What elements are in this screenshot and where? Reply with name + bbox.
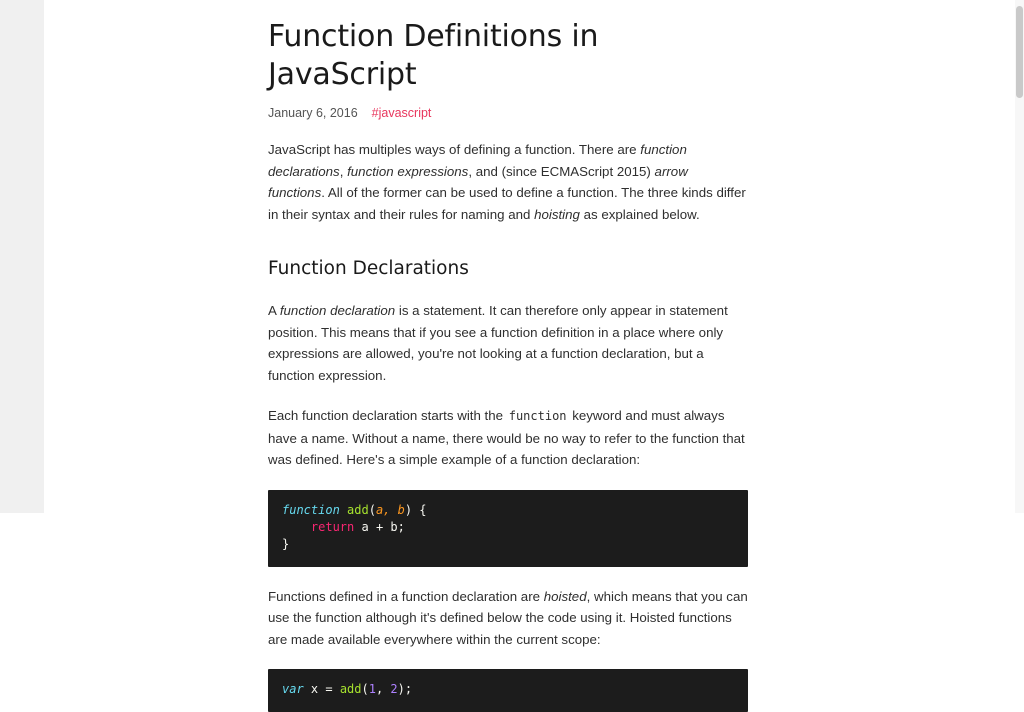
code1-function-name: add: [339, 502, 369, 517]
scrollbar-thumb[interactable]: [1016, 6, 1023, 98]
code2-arg2: 2: [390, 682, 398, 696]
article-meta: [268, 106, 748, 120]
code2-var-keyword: var: [282, 682, 304, 696]
code-block-add-function: [268, 490, 748, 567]
publish-date: January 6, 2016: [268, 106, 358, 120]
sec1-em-function-declaration: function declaration: [279, 303, 396, 318]
inline-code-function-keyword: function: [508, 409, 567, 423]
section-paragraph-1: [268, 300, 748, 386]
intro-text-c: , and (since ECMAScript 2015): [468, 163, 655, 179]
intro-text-b: ,: [339, 163, 348, 179]
code1-brace-close: }: [282, 536, 290, 551]
section-heading-function-declarations: Function Declarations: [268, 258, 469, 279]
sec2-text-a: Each function declaration starts with the: [268, 408, 507, 423]
intro-em-function-declarations: function declarations: [268, 142, 687, 179]
page-title: Function Definitions in JavaScript: [268, 19, 599, 92]
article-content: [268, 0, 748, 712]
sec3-em-hoisted: hoisted: [543, 588, 587, 604]
intro-em-arrow-functions: arrow functions: [268, 163, 688, 200]
vertical-scrollbar[interactable]: [1015, 0, 1024, 513]
intro-paragraph: [268, 139, 748, 225]
intro-text-a: JavaScript has multiples ways of defining a function. There are: [268, 142, 641, 157]
sec3-text-a: Functions defined in a function declaration are: [268, 588, 544, 604]
code1-close-paren: ): [404, 502, 413, 517]
section-paragraph-2: [268, 405, 748, 471]
code1-return-expr: a + b;: [354, 519, 405, 534]
tag-link-javascript[interactable]: #javascript: [371, 106, 432, 120]
code2-arg1: 1: [368, 682, 376, 696]
code1-keyword: function: [282, 502, 340, 517]
sec1-text-a: A: [268, 303, 280, 318]
sec3-text-b: , which means that you can use the function although it's defined below the code using it. Hoisted functions are made available everywhere within the current scope:: [268, 588, 748, 647]
code1-params: a, b: [375, 502, 405, 517]
left-gutter: [0, 0, 44, 513]
code2-var-name: x =: [303, 682, 340, 696]
intro-text-d: . All of the former can be used to define a function. The three kinds differ in their syntax and their rules for naming and: [268, 185, 746, 222]
intro-em-function-expressions: function expressions: [347, 163, 469, 179]
code-block-var-x: [268, 669, 748, 712]
code1-open-paren: (: [368, 502, 376, 517]
intro-text-e: as explained below.: [579, 206, 700, 222]
intro-em-hoisting: hoisting: [534, 206, 580, 222]
sec2-text-b: keyword and must always have a name. Without a name, there would be no way to refer to the function that was defined. Here's a simple example of a function declaration:: [268, 408, 745, 467]
code2-close-paren: );: [397, 682, 413, 696]
code2-comma: ,: [375, 682, 391, 696]
code1-return-keyword: return: [310, 519, 355, 534]
code2-open-paren: (: [361, 682, 369, 696]
code2-call-name: add: [339, 682, 362, 696]
section-paragraph-3: [268, 586, 748, 651]
code1-brace-open: {: [412, 502, 427, 517]
sec1-text-b: is a statement. It can therefore only appear in statement position. This means that if you see a function definition in a place where only expressions are allowed, you're not looking at a function declaration, but a function expression.: [268, 303, 728, 383]
